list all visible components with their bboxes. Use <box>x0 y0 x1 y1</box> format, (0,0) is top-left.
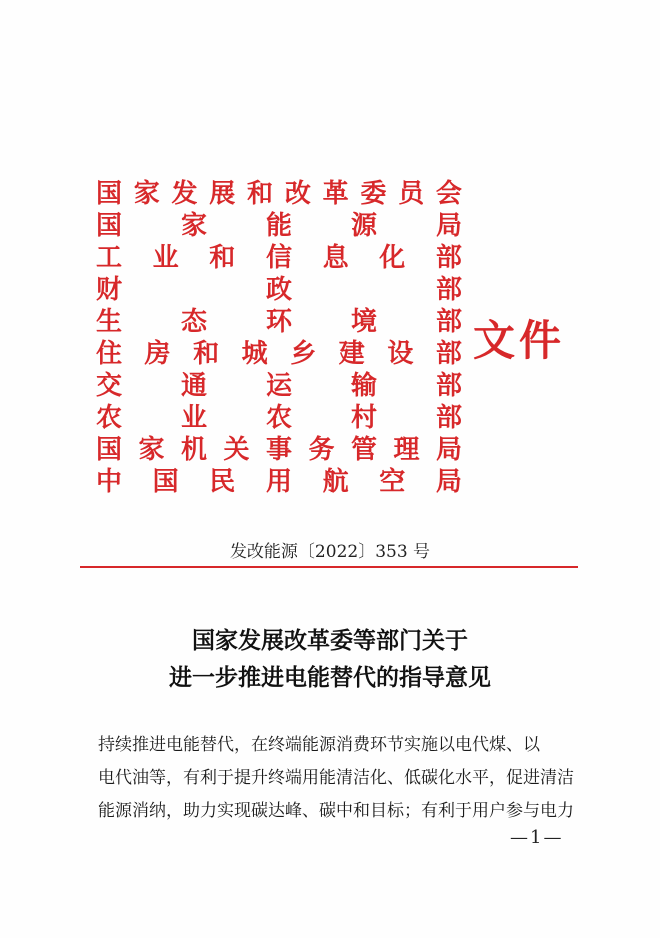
issuer-char: 部 <box>435 403 462 433</box>
issuer-char: 家 <box>138 435 165 465</box>
body-line-1: 持续推进电能替代，在终端能源消费环节实施以电代煤、以 <box>98 735 540 755</box>
issuer-row <box>95 338 463 370</box>
issuer-char: 城 <box>241 339 268 369</box>
issuer-char: 化 <box>379 243 406 273</box>
page-number: —1— <box>510 827 564 848</box>
issuer-char: 部 <box>435 339 462 369</box>
issuer-char: 生 <box>95 307 122 337</box>
issuer-char: 境 <box>350 307 377 337</box>
issuer-char: 能 <box>265 211 292 241</box>
red-divider-line <box>80 566 578 568</box>
issuer-row <box>95 242 463 274</box>
issuer-char: 员 <box>398 179 425 209</box>
document-title-line-2: 进一步推进电能替代的指导意见 <box>169 665 491 691</box>
issuer-char: 理 <box>393 435 420 465</box>
issuer-char: 业 <box>180 403 207 433</box>
issuer-char: 业 <box>152 243 179 273</box>
issuer-char: 家 <box>133 179 160 209</box>
issuer-row <box>95 210 463 242</box>
issuer-char: 乡 <box>290 339 317 369</box>
issuer-char: 和 <box>209 243 236 273</box>
issuer-row <box>95 306 463 338</box>
issuer-char: 关 <box>223 435 250 465</box>
issuer-char: 国 <box>95 211 122 241</box>
issuer-char: 部 <box>435 371 462 401</box>
issuer-char: 政 <box>265 275 292 305</box>
issuer-char: 工 <box>95 243 122 273</box>
issuer-char: 发 <box>171 179 198 209</box>
body-line-2: 电代油等，有利于提升终端用能清洁化、低碳化水平，促进清洁 <box>98 768 574 788</box>
issuer-char: 部 <box>435 275 462 305</box>
issuer-row <box>95 434 463 466</box>
issuer-char: 房 <box>144 339 171 369</box>
issuer-char: 农 <box>265 403 292 433</box>
document-title-line-1: 国家发展改革委等部门关于 <box>192 628 468 654</box>
issuer-char: 农 <box>95 403 122 433</box>
document-body <box>98 729 574 828</box>
issuer-char: 交 <box>95 371 122 401</box>
issuer-char: 和 <box>247 179 274 209</box>
issuer-char: 局 <box>435 467 462 497</box>
issuer-char: 改 <box>284 179 311 209</box>
issuer-char: 和 <box>193 339 220 369</box>
issuer-char: 民 <box>209 467 236 497</box>
issuer-row <box>95 178 463 210</box>
issuer-char: 展 <box>209 179 236 209</box>
issuer-row <box>95 466 463 498</box>
issuer-char: 建 <box>338 339 365 369</box>
issuer-char: 务 <box>308 435 335 465</box>
issuer-char: 信 <box>265 243 292 273</box>
issuer-char: 息 <box>322 243 349 273</box>
document-number: 发改能源〔2022〕353 号 <box>229 542 431 562</box>
issuer-char: 家 <box>180 211 207 241</box>
issuer-char: 源 <box>350 211 377 241</box>
issuer-char: 部 <box>435 307 462 337</box>
issuer-char: 事 <box>265 435 292 465</box>
issuer-char: 局 <box>435 435 462 465</box>
issuer-char: 局 <box>435 211 462 241</box>
issuer-row <box>95 402 463 434</box>
issuer-row <box>95 370 463 402</box>
issuer-char: 国 <box>95 435 122 465</box>
issuer-char: 国 <box>152 467 179 497</box>
issuer-char: 态 <box>180 307 207 337</box>
issuer-char: 空 <box>379 467 406 497</box>
issuer-char: 通 <box>180 371 207 401</box>
issuer-char: 革 <box>322 179 349 209</box>
issuer-char: 国 <box>95 179 122 209</box>
issuer-char: 机 <box>180 435 207 465</box>
issuer-char: 设 <box>387 339 414 369</box>
issuer-char: 中 <box>95 467 122 497</box>
issuer-char: 部 <box>435 243 462 273</box>
issuing-authorities-block <box>95 178 463 498</box>
issuer-char: 输 <box>350 371 377 401</box>
issuer-char: 环 <box>265 307 292 337</box>
body-line-3: 能源消纳，助力实现碳达峰、碳中和目标；有利于用户参与电力 <box>98 801 574 821</box>
issuer-char: 管 <box>350 435 377 465</box>
issuer-char: 用 <box>265 467 292 497</box>
document-tag: 文件 <box>473 316 566 365</box>
issuer-char: 住 <box>95 339 122 369</box>
issuer-char: 运 <box>265 371 292 401</box>
issuer-char: 会 <box>435 179 462 209</box>
issuer-row <box>95 274 463 306</box>
issuer-char: 委 <box>360 179 387 209</box>
issuer-char: 村 <box>350 403 377 433</box>
issuer-char: 财 <box>95 275 122 305</box>
issuer-char: 航 <box>322 467 349 497</box>
